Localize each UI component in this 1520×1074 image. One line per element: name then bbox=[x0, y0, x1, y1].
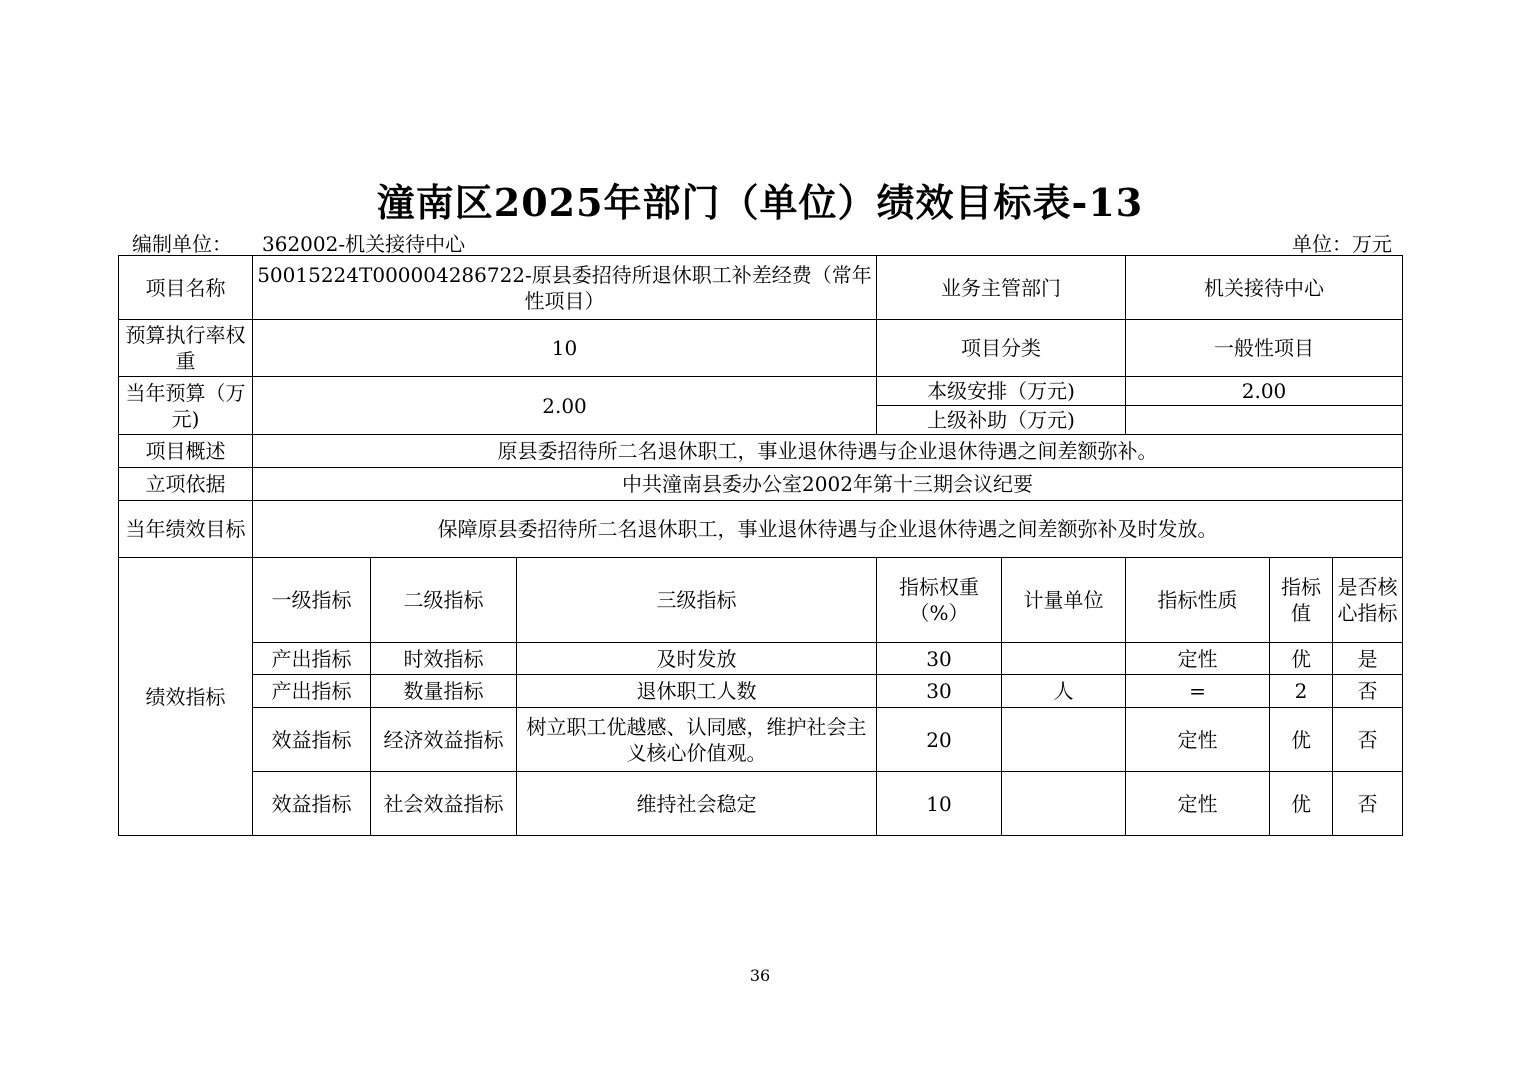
project-name-value: 50015224T000004286722-原县委招待所退休职工补差经费（常年性项目） bbox=[253, 256, 877, 320]
row-level2: 时效指标 bbox=[371, 643, 517, 675]
row-nature: 定性 bbox=[1126, 772, 1270, 836]
category-value: 一般性项目 bbox=[1126, 320, 1403, 377]
superior-label: 上级补助（万元) bbox=[877, 406, 1126, 435]
header-value: 指标值 bbox=[1270, 558, 1333, 643]
compiler-info bbox=[132, 228, 465, 257]
table-row bbox=[119, 675, 1403, 708]
row-value: 2 bbox=[1270, 675, 1333, 708]
basis-row bbox=[119, 468, 1403, 501]
budget-value: 2.00 bbox=[253, 377, 877, 435]
row-weight: 30 bbox=[877, 675, 1002, 708]
overview-label: 项目概述 bbox=[119, 435, 253, 468]
row-level1: 效益指标 bbox=[253, 772, 371, 836]
weight-value: 10 bbox=[253, 320, 877, 377]
row-level1: 产出指标 bbox=[253, 643, 371, 675]
row-level3: 及时发放 bbox=[517, 643, 877, 675]
header-level2: 二级指标 bbox=[371, 558, 517, 643]
row-core: 否 bbox=[1333, 772, 1403, 836]
header-level1: 一级指标 bbox=[253, 558, 371, 643]
table-row bbox=[119, 708, 1403, 772]
weight-label: 预算执行率权重 bbox=[119, 320, 253, 377]
row-level2: 经济效益指标 bbox=[371, 708, 517, 772]
basis-value: 中共潼南县委办公室2002年第十三期会议纪要 bbox=[253, 468, 1403, 501]
row-core: 否 bbox=[1333, 708, 1403, 772]
row-nature: 定性 bbox=[1126, 708, 1270, 772]
project-name-row bbox=[119, 256, 1403, 320]
row-level3: 维持社会稳定 bbox=[517, 772, 877, 836]
compiler-value: 362002-机关接待中心 bbox=[262, 232, 466, 256]
row-weight: 30 bbox=[877, 643, 1002, 675]
header-unit: 计量单位 bbox=[1002, 558, 1126, 643]
row-level2: 数量指标 bbox=[371, 675, 517, 708]
row-weight: 20 bbox=[877, 708, 1002, 772]
header-core: 是否核心指标 bbox=[1333, 558, 1403, 643]
dept-value: 机关接待中心 bbox=[1126, 256, 1403, 320]
basis-label: 立项依据 bbox=[119, 468, 253, 501]
row-core: 是 bbox=[1333, 643, 1403, 675]
indicators-section-label: 绩效指标 bbox=[119, 558, 253, 836]
local-label: 本级安排（万元) bbox=[877, 377, 1126, 406]
goal-label: 当年绩效目标 bbox=[119, 501, 253, 558]
unit-label: 单位：万元 bbox=[1292, 232, 1392, 256]
row-nature: 定性 bbox=[1126, 643, 1270, 675]
row-level1: 效益指标 bbox=[253, 708, 371, 772]
project-name-label: 项目名称 bbox=[119, 256, 253, 320]
row-unit bbox=[1002, 772, 1126, 836]
overview-value: 原县委招待所二名退休职工，事业退休待遇与企业退休待遇之间差额弥补。 bbox=[253, 435, 1403, 468]
overview-row bbox=[119, 435, 1403, 468]
page-number: 36 bbox=[749, 966, 771, 985]
compiler-label: 编制单位： bbox=[132, 232, 232, 256]
row-value: 优 bbox=[1270, 643, 1333, 675]
budget-row bbox=[119, 377, 1403, 406]
category-label: 项目分类 bbox=[877, 320, 1126, 377]
row-value: 优 bbox=[1270, 708, 1333, 772]
page-title: 潼南区2025年部门（单位）绩效目标表-13 bbox=[376, 180, 1144, 225]
row-nature: = bbox=[1126, 675, 1270, 708]
row-unit bbox=[1002, 708, 1126, 772]
indicator-header-row bbox=[119, 558, 1403, 643]
row-core: 否 bbox=[1333, 675, 1403, 708]
performance-table bbox=[118, 255, 1403, 836]
budget-label: 当年预算（万元) bbox=[119, 377, 253, 435]
header-weight: 指标权重（%） bbox=[877, 558, 1002, 643]
local-value: 2.00 bbox=[1126, 377, 1403, 406]
row-level3: 退休职工人数 bbox=[517, 675, 877, 708]
table-row bbox=[119, 643, 1403, 675]
goal-row bbox=[119, 501, 1403, 558]
goal-value: 保障原县委招待所二名退休职工，事业退休待遇与企业退休待遇之间差额弥补及时发放。 bbox=[253, 501, 1403, 558]
row-unit bbox=[1002, 643, 1126, 675]
table-row bbox=[119, 772, 1403, 836]
row-weight: 10 bbox=[877, 772, 1002, 836]
row-level1: 产出指标 bbox=[253, 675, 371, 708]
dept-label: 业务主管部门 bbox=[877, 256, 1126, 320]
row-level2: 社会效益指标 bbox=[371, 772, 517, 836]
weight-row bbox=[119, 320, 1403, 377]
row-unit: 人 bbox=[1002, 675, 1126, 708]
row-value: 优 bbox=[1270, 772, 1333, 836]
header-level3: 三级指标 bbox=[517, 558, 877, 643]
superior-value bbox=[1126, 406, 1403, 435]
row-level3: 树立职工优越感、认同感，维护社会主义核心价值观。 bbox=[517, 708, 877, 772]
header-nature: 指标性质 bbox=[1126, 558, 1270, 643]
